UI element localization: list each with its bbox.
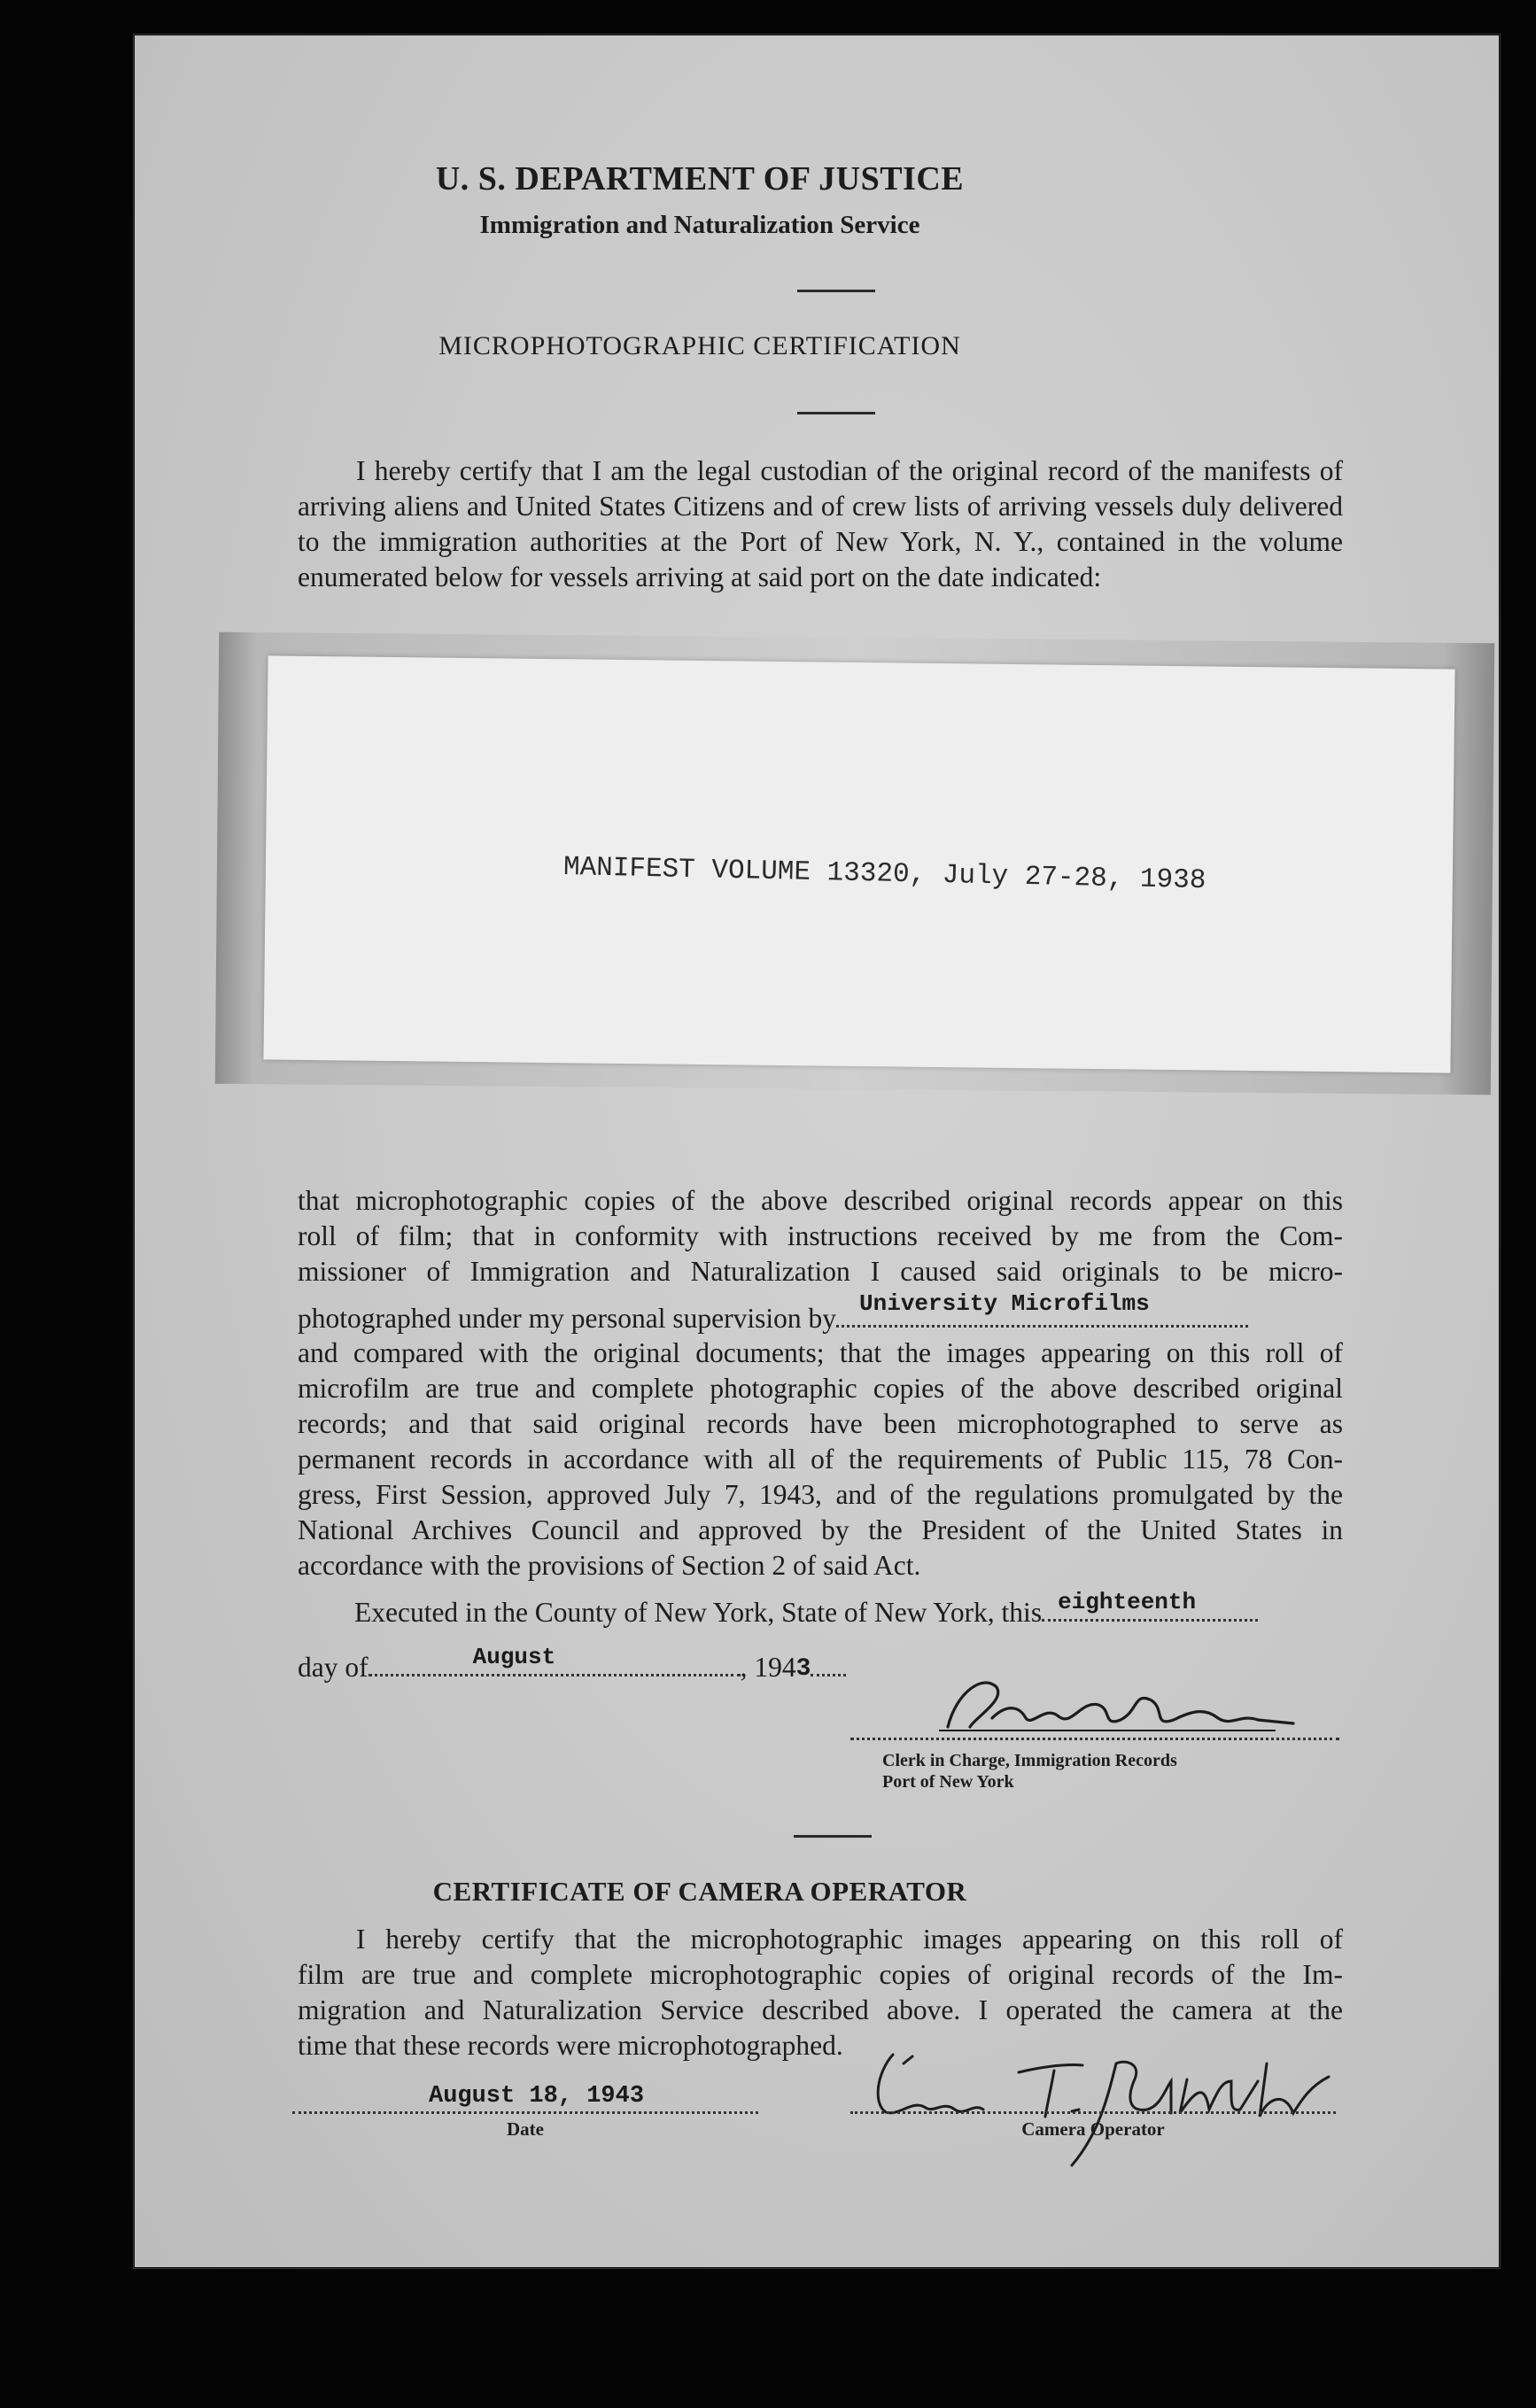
- header-divider-bottom: [797, 412, 875, 414]
- custodian-statement: I hereby certify that I am the legal custodian of the original record of the manifests of arriving aliens and United States Citizens and of crew lists of arriving vessels duly delivered to the immigration authorities at the Port of New York, N. Y., contained in the volume enumerated below for vessels arriving at said port on the date indicated:: [298, 455, 1343, 592]
- clerk-title-line1: Clerk in Charge, Immigration Records: [882, 1751, 1177, 1770]
- date-value: August 18, 1943: [429, 2083, 645, 2110]
- statement-line: records; and that said original records have been microphotographed to serve as: [298, 1408, 1343, 1439]
- camera-line: I hereby certify that the microphotographic images appearing on this roll of: [356, 1924, 1343, 1955]
- camera-line: film are true and complete microphotographic copies of original records of the Im-: [298, 1959, 1343, 1990]
- clerk-title-line2: Port of New York: [882, 1772, 1014, 1792]
- camera-line: migration and Naturalization Service described above. I operated the camera at the: [298, 1994, 1343, 2025]
- date-label: Date: [507, 2118, 544, 2140]
- statement-line: permanent records in accordance with all of the requirements of Public 115, 78 Con-: [298, 1444, 1343, 1475]
- statement-line: accordance with the provisions of Section 2 of said Act.: [298, 1550, 921, 1581]
- statement-line: that microphotographic copies of the above described original records appear on this: [298, 1185, 1343, 1216]
- section-divider: [794, 1835, 872, 1838]
- photographer-line: [298, 1290, 1343, 1336]
- execution-line: [354, 1589, 1258, 1629]
- day-field: [1042, 1589, 1258, 1622]
- statement-line: and compared with the original documents; that the images appearing on this roll of: [298, 1337, 1343, 1368]
- year-prefix: , 194: [740, 1652, 796, 1683]
- clerk-signature: [921, 1665, 1338, 1745]
- year-field-trail: [811, 1649, 846, 1676]
- month-value: August: [472, 1644, 556, 1670]
- execution-prefix: Executed in the County of New York, State of New York, this: [354, 1597, 1043, 1628]
- statement-line: roll of film; that in conformity with instructions received by me from the Com-: [298, 1220, 1343, 1251]
- department-heading: U. S. DEPARTMENT OF JUSTICE: [435, 160, 965, 197]
- day-value: eighteenth: [1058, 1589, 1197, 1615]
- year-digit: 3: [795, 1655, 811, 1683]
- statement-line: gress, First Session, approved July 7, 1943, and of the regulations promulgated by the: [298, 1479, 1343, 1510]
- day-of-line: [298, 1644, 846, 1684]
- service-subheading: Immigration and Naturalization Service: [479, 211, 920, 239]
- statement-line: missioner of Immigration and Naturalization I caused said originals to be micro-: [298, 1256, 1343, 1287]
- statement-line: National Archives Council and approved by the President of the United States in: [298, 1514, 1343, 1545]
- date-line: [292, 2111, 758, 2114]
- photographer-name: University Microfilms: [859, 1290, 1150, 1317]
- clerk-title: [882, 1750, 1177, 1792]
- camera-operator-label: Camera Operator: [1021, 2118, 1165, 2140]
- camera-line: time that these records were microphotographed.: [298, 2030, 843, 2061]
- month-field: [368, 1644, 741, 1676]
- microfilm-statement: [298, 1183, 1343, 1583]
- statement-line-prefix: photographed under my personal supervision by: [298, 1303, 837, 1334]
- clerk-signature-line: [850, 1738, 1339, 1740]
- photographer-field: [836, 1290, 1248, 1328]
- camera-certificate-heading: CERTIFICATE OF CAMERA OPERATOR: [432, 1876, 967, 1907]
- statement-line: microfilm are true and complete photographic copies of the above described original: [298, 1373, 1343, 1404]
- camera-operator-line: [850, 2111, 1336, 2114]
- header-divider-top: [797, 290, 875, 292]
- certification-title: MICROPHOTOGRAPHIC CERTIFICATION: [438, 331, 961, 360]
- day-of-label: day of: [298, 1652, 368, 1683]
- manifest-volume-text: MANIFEST VOLUME 13320, July 27-28, 1938: [562, 852, 1206, 897]
- camera-operator-signature: [850, 2028, 1364, 2179]
